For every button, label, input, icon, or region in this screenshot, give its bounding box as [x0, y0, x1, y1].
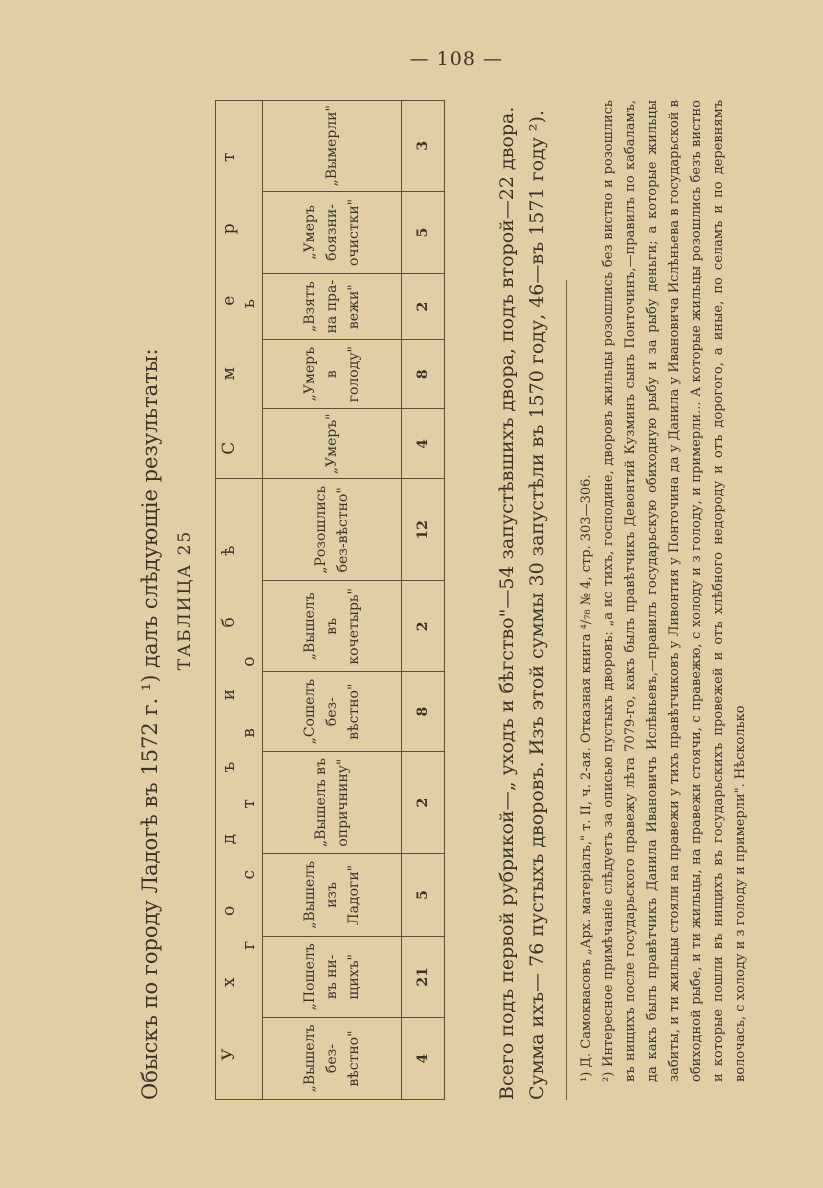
- column-value: 4: [402, 409, 445, 479]
- footnote-2: ²) Интересное примѣчаніе слѣдуетъ за описью пустыхъ дворовъ: „а ис тихъ, господине, дворовъ жильцы розошлись без вистно и розошлись въ нищихъ после государьского правежу лѣта 7079-го, какъ былъ правѣтчикъ Девонтий Кузминъ сынъ Понточинъ,—правилъ по кабаламъ, да какъ былъ правѣтчикъ Данила Ивановичъ Ислѣньевъ,—правилъ государьскую обиходную рыбу и за рыбу деньги; а которые жильцы забиты, и ти жильцы стояли на правежи у тихъ правѣтчиковъ у Ливонтия у Понточина да у Данила у Ивановича Ислѣньева в государьской в обиходной рыбе, и ти жильцы, на правежи стоячи, с правежю, с холоду и з голоду, и примерли... А которые жильцы розошлись безъ вистно и которые пошли въ нищихъ въ государьскихъ провежей и отъ хлѣбного недороду и отъ дорогого, а иные, по селамъ и по деревнямъ волочась, с холоду и з голоду и примерли". Нѣсколько: [601, 100, 748, 1082]
- column-label: „Вышелъ без-вѣстно": [263, 1018, 402, 1100]
- column-value: 2: [402, 751, 445, 853]
- group-death: С м е р т ь: [216, 101, 263, 479]
- summary-line: Всего подъ первой рубрикой—„ уходъ и бѣгство"—54 запустѣвшихъ двора, подъ второй—22 двора.: [496, 106, 518, 1100]
- column-label: „Сошелъ без-вѣстно": [263, 672, 402, 752]
- column-value: 21: [402, 936, 445, 1017]
- footnote-divider: [566, 280, 567, 1100]
- column-label: „Взятъ на пра-вежи": [263, 274, 402, 340]
- column-label: „Вышелъ въ опричнину": [263, 751, 402, 853]
- footnotes: [576, 100, 752, 1100]
- column-value: 12: [402, 479, 445, 581]
- table-title: ТАБЛИЦА 25: [175, 529, 195, 671]
- results-table: [215, 100, 445, 1100]
- column-label: „Вышелъ изъ Ладоги": [263, 854, 402, 936]
- column-value: 5: [402, 191, 445, 274]
- column-label: „Пошелъ въ ни-щихъ": [263, 936, 402, 1017]
- value-row: [402, 101, 445, 1100]
- summary-line: Сумма ихъ— 76 пустыхъ дворовъ. Изъ этой суммы 30 запустѣли въ 1570 году, 46—въ 1571 году ²).: [526, 110, 548, 1100]
- column-label: „Розошлись без-вѣстно": [263, 479, 402, 581]
- column-label: „Умеръ в голоду": [263, 339, 402, 408]
- rotated-content: [120, 90, 780, 1100]
- footnote-1: ¹) Д. Самоквасовъ „Арх. матеріалъ," т. II, ч. 2-ая. Отказная книга ⁴/₇₈ № 4, стр. 303—306.: [579, 474, 594, 1082]
- column-label: „Умеръ": [263, 409, 402, 479]
- group-departure-flight: У х о д ъ и б ѣ г с т в о: [216, 479, 263, 1100]
- summary: [492, 90, 552, 1100]
- column-label-row: [263, 101, 402, 1100]
- column-value: 8: [402, 339, 445, 408]
- column-value: 8: [402, 672, 445, 752]
- column-label: „Умеръ боязни-очистки": [263, 191, 402, 274]
- intro-line: Обыскъ по городу Ладогѣ въ 1572 г. ¹) далъ слѣдующіе результаты:: [138, 348, 162, 1100]
- page-number: — 108 —: [409, 48, 503, 70]
- column-value: 2: [402, 581, 445, 672]
- column-value: 5: [402, 854, 445, 936]
- column-value: 4: [402, 1018, 445, 1100]
- column-value: 2: [402, 274, 445, 340]
- group-header-row: [216, 101, 263, 1100]
- column-label: „Вымерли": [263, 101, 402, 192]
- column-value: 3: [402, 101, 445, 192]
- column-label: „Вышелъ въ кочетырь": [263, 581, 402, 672]
- results-table-container: [215, 100, 465, 1100]
